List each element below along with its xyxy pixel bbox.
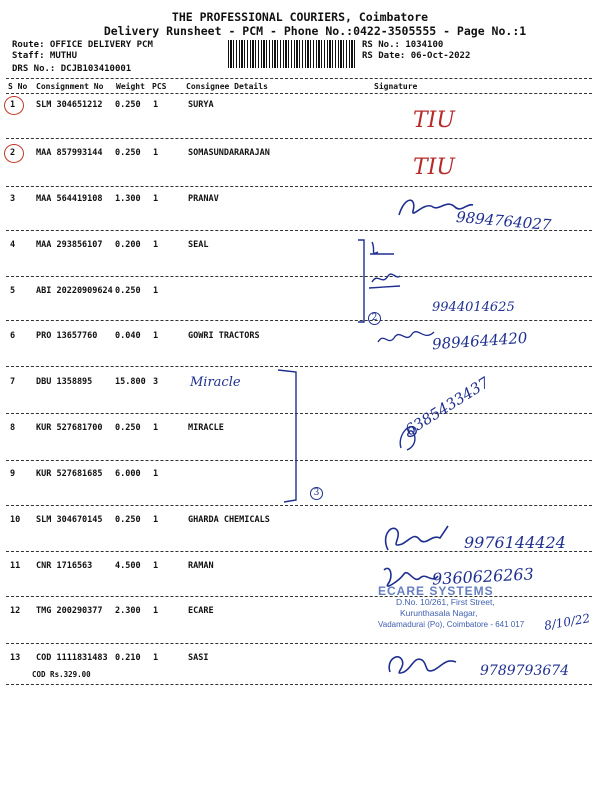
row-pcs: 1: [153, 423, 159, 433]
row-weight: 4.500: [115, 561, 141, 571]
barcode: [228, 40, 356, 68]
divider: [6, 320, 592, 321]
rs-date: RS Date: 06-Oct-2022: [362, 51, 471, 61]
row-consignee: SEAL: [188, 240, 209, 250]
divider: [6, 138, 592, 139]
row-consignment: KUR 527681700: [36, 423, 103, 433]
row-sno: 6: [10, 331, 16, 341]
row-weight: 0.250: [115, 423, 141, 433]
row-pcs: 1: [153, 515, 159, 525]
handwritten-phone: 9360626263: [431, 564, 535, 589]
divider: [6, 276, 592, 277]
col-weight: Weight: [116, 82, 145, 91]
row-consignment: KUR 527681685: [36, 469, 103, 479]
row-pcs: 1: [153, 240, 159, 250]
bracket-count: 3: [310, 487, 323, 500]
divider: [6, 505, 592, 506]
handwritten-date: 8/10/22: [543, 611, 592, 633]
stamp-line: Vadamadurai (Po), Coimbatore - 641 017: [378, 620, 525, 629]
row-weight: 2.300: [115, 606, 141, 616]
row-sno: 11: [10, 561, 21, 571]
row-consignment: TMG 200290377: [36, 606, 103, 616]
row-weight: 0.250: [115, 148, 141, 158]
handwritten-tiu: TIU: [413, 108, 455, 133]
row-consignee: GHARDA CHEMICALS: [188, 515, 270, 525]
row-consignment: COD 1111831483: [36, 653, 108, 663]
divider: [6, 366, 592, 367]
circle-mark: [4, 96, 24, 115]
divider: [6, 93, 592, 94]
signature-scribble: [380, 520, 450, 556]
cod-amount: COD Rs.329.00: [32, 670, 91, 679]
row-pcs: 1: [153, 653, 159, 663]
row-consignment: SLM 304670145: [36, 515, 103, 525]
row-sno: 3: [10, 194, 16, 204]
row-weight: 0.040: [115, 331, 141, 341]
row-weight: 0.210: [115, 653, 141, 663]
stamp-line: D.No. 10/261, First Street,: [396, 597, 495, 607]
row-consignment: PRO 13657760: [36, 331, 98, 341]
runsheet-title: Delivery Runsheet - PCM - Phone No.:0422-3505555 - Page No.:1: [103, 24, 527, 38]
signature-scribble: [376, 322, 436, 350]
row-consignee: ECARE: [188, 606, 214, 616]
col-signature: Signature: [374, 82, 418, 91]
route: Route: OFFICE DELIVERY PCM: [12, 40, 153, 50]
rs-number: RS No.: 1034100: [362, 40, 444, 50]
row-pcs: 1: [153, 286, 159, 296]
divider: [6, 186, 592, 187]
bracket-mark: [356, 238, 370, 324]
handwritten-phone: 9894764027: [455, 207, 553, 235]
staff: Staff: MUTHU: [12, 51, 78, 61]
row-pcs: 1: [153, 194, 159, 204]
row-sno: 2: [10, 148, 16, 158]
row-weight: 0.200: [115, 240, 141, 250]
row-weight: 1.300: [115, 194, 141, 204]
row-sno: 8: [10, 423, 16, 433]
row-weight: 0.250: [115, 286, 141, 296]
row-weight: 6.000: [115, 469, 141, 479]
row-weight: 0.250: [115, 515, 141, 525]
row-consignee: PRANAV: [188, 194, 219, 204]
row-weight: 15.800: [115, 377, 146, 387]
handwritten-phone: 6385433437: [402, 373, 493, 440]
divider: [6, 684, 592, 685]
row-pcs: 1: [153, 469, 159, 479]
row-sno: 7: [10, 377, 16, 387]
handwritten-phone: 9944014625: [432, 300, 515, 315]
row-pcs: 1: [153, 148, 159, 158]
circle-mark: [4, 144, 24, 163]
row-consignee: RAMAN: [188, 561, 214, 571]
divider: [6, 78, 592, 79]
col-consignment: Consignment No: [36, 82, 104, 91]
row-consignee: MIRACLE: [188, 423, 224, 433]
col-pcs: PCS: [152, 82, 167, 91]
stamp-line: Kurunthasala Nagar,: [400, 608, 478, 618]
handwritten-phone: 9789793674: [480, 663, 570, 679]
row-consignee: SASI: [188, 653, 209, 663]
signature-scribble: [384, 650, 464, 680]
handwritten-tiu: TIU: [413, 155, 455, 180]
row-consignment: MAA 857993144: [36, 148, 103, 158]
row-sno: 5: [10, 286, 16, 296]
row-pcs: 1: [153, 561, 159, 571]
row-sno: 4: [10, 240, 16, 250]
row-consignment: DBU 1358895: [36, 377, 93, 387]
row-pcs: 1: [153, 331, 159, 341]
bracket-count: 2: [368, 312, 381, 325]
row-consignee: SURYA: [188, 100, 214, 110]
row-consignment: CNR 1716563: [36, 561, 93, 571]
col-sno: S No: [8, 82, 28, 91]
row-sno: 9: [10, 469, 16, 479]
row-weight: 0.250: [115, 100, 141, 110]
row-consignment: MAA 293856107: [36, 240, 103, 250]
row-consignment: MAA 564419108: [36, 194, 103, 204]
col-consignee: Consignee Details: [186, 82, 268, 91]
row-consignee: GOWRI TRACTORS: [188, 331, 260, 341]
company-title: THE PROFESSIONAL COURIERS, Coimbatore: [171, 10, 429, 24]
drs-number: DRS No.: DCJB103410001: [12, 64, 132, 74]
handwritten-phone: 9894644420: [431, 328, 528, 354]
row-sno: 1: [10, 100, 16, 110]
handwritten-name: Miracle: [190, 375, 241, 390]
row-pcs: 1: [153, 606, 159, 616]
row-sno: 12: [10, 606, 21, 616]
row-pcs: 3: [153, 377, 159, 387]
signature-scribble: [366, 236, 416, 306]
row-consignee: SOMASUNDARARAJAN: [188, 148, 270, 158]
bracket-mark: [276, 368, 300, 504]
handwritten-phone: 9976144424: [464, 533, 566, 552]
stamp-name: ECARE SYSTEMS: [378, 584, 494, 598]
row-sno: 10: [10, 515, 21, 525]
row-consignment: ABI 20220909624: [36, 286, 113, 296]
row-pcs: 1: [153, 100, 159, 110]
row-consignment: SLM 304651212: [36, 100, 103, 110]
row-sno: 13: [10, 653, 21, 663]
